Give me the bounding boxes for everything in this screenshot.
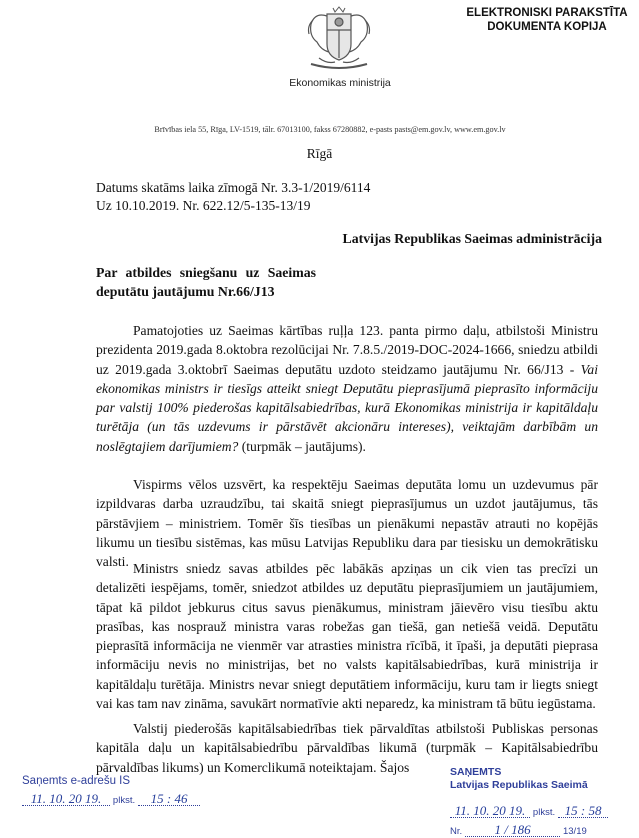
coat-of-arms-icon (297, 6, 381, 74)
paragraph-1 (96, 321, 598, 456)
paragraph-1-end: (turpmāk – jautājums). (238, 438, 366, 454)
deputy-question: Vai ekonomikas ministrs ir tiesīgs atteikt sniegt Deputātu pieprasījumā pieprasīto informāciju par valstij 100% piederošas kapitālsabiedrības, kurā Ekonomikas ministrija ir kapitāldaļu turētāja (un tās uzdevums ir pārstāvēt akcionāru intereses), veiktajām darbībām un noslēgtajiem darījumiem? (96, 361, 598, 454)
receipt-right-nr-value: 1 / 186 (465, 823, 560, 837)
receipt-right-time: 15 : 58 (558, 804, 608, 818)
receipt-right-nr-label: Nr. (450, 826, 463, 837)
reply-reference: Uz 10.10.2019. Nr. 622.12/5-135-13/19 (96, 198, 311, 213)
receipt-left-time-label: plkst. (112, 795, 136, 806)
receipt-right-datetime (450, 804, 635, 819)
letter-subject: Par atbildes sniegšanu uz Saeimas deputātu jautājumu Nr.66/J13 (96, 265, 316, 299)
ministry-address: Brīvības iela 55, Rīga, LV-1519, tālr. 67013100, fakss 67280882, e-pasts pasts@em.gov.lv, www.em.gov.lv (154, 125, 506, 134)
receipt-left-time: 15 : 46 (138, 792, 200, 806)
paragraph-2: Vispirms vēlos uzsvērt, ka respektēju Saeimas deputāta lomu un uzdevumus pār izpildvaras darba uzraudzību, tai skaitā sniegt pieprasījumus un uzdot jautājumus, tās pārstāvjiem – ministriem. Tomēr šīs tiesības un pienākumi nepastāv atrauti no kopējās likumu un tiesību sistēmas, kas mūsu Latvijas Republiku dara par tiesisku un demokrātisku valsti. (96, 477, 598, 570)
receipt-left-datetime (22, 792, 232, 807)
receipt-right-org: Latvijas Republikas Saeimā (450, 779, 588, 791)
receipt-right-title: SAŅEMTS (450, 766, 502, 778)
receipt-stamp-right (450, 766, 635, 838)
receipt-right-date: 11. 10. 20 19. (450, 804, 530, 818)
receipt-stamp-left (22, 775, 232, 807)
stamp-line-2: DOKUMENTA KOPIJA (487, 21, 607, 33)
recipient: Latvijas Republikas Saeimas administrācija (342, 231, 602, 246)
electronic-signature-stamp (462, 6, 632, 34)
paragraph-3: Ministrs sniedz savas atbildes pēc labākās apziņas un cik vien tas precīzi un detalizēti iespējams, tomēr, sniedzot atbildes uz deputātu pieprasījumiem un jautājumiem, tāpat kā pildot jebkurus citus savus pienākumus, ministram jāievēro visu tiesību aktu prasības, kas nosprauž ministra varas robežas gan tiešā, gan netiešā veidā. Deputātu pieprasītā informācija ne vienmēr var atrasties ministra rīcībā, it īpaši, ja deputāti pieprasa informāciju nevis no ministrijas, bet no valsts kapitālsabiedrības, kurā ministrija ir kapitāldaļu turētāja. Ministrs nevar sniegt deputātiem informāciju, kuru tam ir liegts sniegt vai kas tam nav zināma, savukārt normatīvie akti neparedz, ka ministram tā būtu iegūstama. (96, 561, 598, 712)
receipt-left-date: 11. 10. 20 19. (22, 792, 110, 806)
stamp-line-1: ELEKTRONISKI PARAKSTĪTA (466, 7, 628, 19)
paragraph-1-intro: Pamatojoties uz Saeimas kārtības ruļļa 123. panta pirmo daļu, atbilstoši Ministru prezidenta 2019.gada 8.oktobra rezolūcijai Nr. 7.8.5./2019-DOC-2024-1666, sniedzu atbildi uz 2019.gada 3.oktobrī Saeimas deputātu uzdoto steidzamo jautājumu Nr. 66/J13 - (96, 323, 598, 377)
date-reference: Datums skatāms laika zīmogā Nr. 3.3-1/2019/6114 (96, 180, 371, 195)
receipt-right-time-label: plkst. (532, 807, 556, 818)
ministry-name: Ekonomikas ministrija (289, 77, 391, 89)
letter-city: Rīgā (306, 146, 333, 161)
receipt-left-label: Saņemts e-adrešu IS (22, 775, 131, 787)
paragraph-4: Valstij piederošās kapitālsabiedrības tiek pārvaldītas atbilstoši Publiskas personas kapitāla daļu un kapitālsabiedrību pārvaldības likumā (turpmāk – Kapitālsabiedrību pārvaldības likums) un Komerclikumā noteiktajam. Šajos (96, 721, 598, 775)
receipt-right-nr-suffix: 13/19 (562, 826, 587, 837)
receipt-right-number-row (450, 823, 635, 838)
